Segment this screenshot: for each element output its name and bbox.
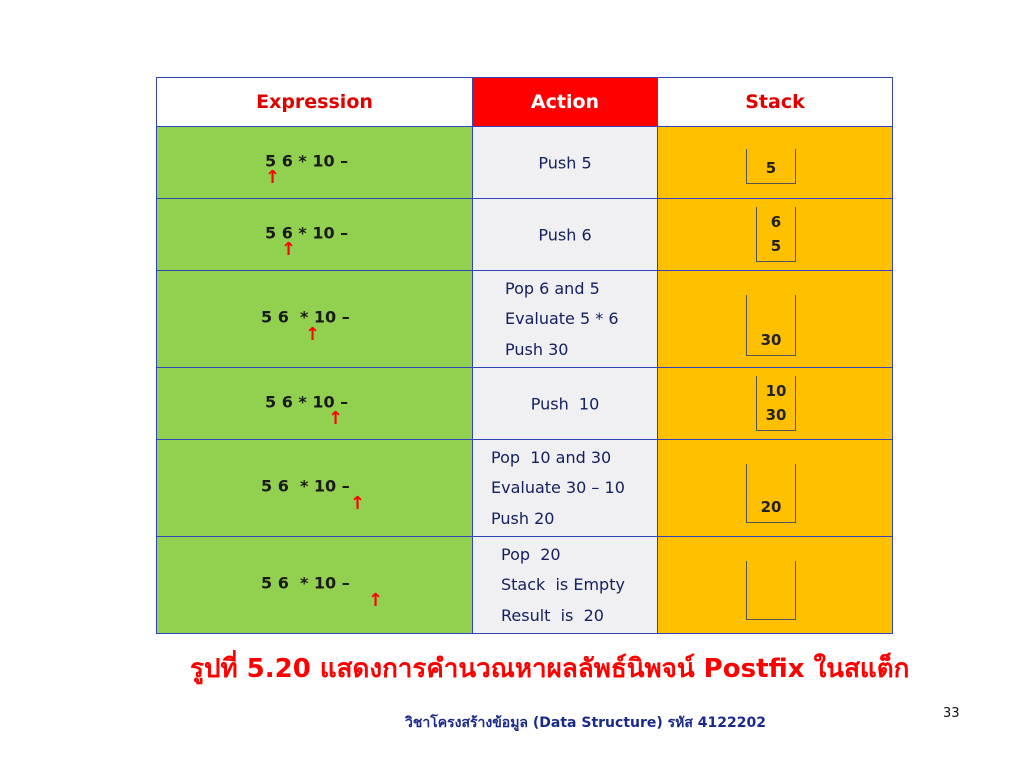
- pointer-arrow-icon: ↑: [281, 239, 297, 260]
- action-cell: [473, 440, 658, 537]
- action-line: Pop 10 and 30: [491, 447, 612, 467]
- stack-cell: [658, 440, 893, 537]
- stack-header: Stack: [658, 78, 893, 127]
- stack-container: [746, 295, 796, 356]
- table-row: [157, 127, 893, 199]
- page-number: 33: [943, 706, 960, 721]
- expression-text: 5 6 * 10 –: [261, 573, 350, 593]
- action-cell: [473, 537, 658, 634]
- action-lines: [491, 440, 625, 536]
- action-header: Action: [473, 78, 658, 127]
- action-line: Result is 20: [501, 606, 604, 626]
- action-line: Push 6: [538, 225, 592, 244]
- course-footer: วิชาโครงสร้างข้อมูล (Data Structure) รหัส 4122202: [405, 715, 766, 731]
- expression-cell: [157, 368, 473, 440]
- stack-item: 30: [760, 331, 782, 349]
- postfix-evaluation-table: [156, 77, 893, 634]
- stack-item: 5: [770, 237, 782, 255]
- pointer-arrow-icon: ↑: [305, 323, 321, 345]
- action-cell: [473, 368, 658, 440]
- action-line: Pop 20: [501, 544, 561, 564]
- action-cell: [473, 271, 658, 368]
- table-row: [157, 271, 893, 368]
- action-lines: [501, 537, 625, 633]
- action-line: Evaluate 30 – 10: [491, 478, 625, 498]
- action-cell: [473, 199, 658, 271]
- table-row: [157, 199, 893, 271]
- expression-cell: [157, 271, 473, 368]
- stack-item: 10: [765, 382, 787, 400]
- stack-container: [746, 464, 796, 523]
- stack-item: 6: [770, 213, 782, 231]
- action-cell: [473, 127, 658, 199]
- expression-text: 5 6 * 10 –: [265, 223, 349, 243]
- action-line: Push 30: [505, 340, 569, 360]
- table-row: [157, 537, 893, 634]
- expression-text: 5 6 * 10 –: [261, 307, 350, 327]
- stack-item: 30: [765, 406, 787, 424]
- expression-text: 5 6 * 10 –: [265, 151, 349, 171]
- expression-header: Expression: [157, 78, 473, 127]
- expression-cell: [157, 440, 473, 537]
- stack-cell: [658, 271, 893, 368]
- expression-cell: [157, 199, 473, 271]
- action-line: Push 10: [530, 394, 600, 413]
- stack-cell: [658, 199, 893, 271]
- action-line: Pop 6 and 5: [505, 278, 600, 298]
- stack-item: 20: [760, 498, 782, 516]
- stack-cell: [658, 537, 893, 634]
- expression-cell: [157, 537, 473, 634]
- expression-cell: [157, 127, 473, 199]
- pointer-arrow-icon: ↑: [368, 589, 384, 611]
- stack-cell: [658, 127, 893, 199]
- stack-item: 5: [765, 159, 777, 177]
- expression-text: 5 6 * 10 –: [265, 392, 349, 412]
- action-line: Stack is Empty: [501, 575, 625, 595]
- action-line: Push 5: [538, 153, 592, 172]
- action-line: Evaluate 5 * 6: [505, 309, 619, 329]
- expression-text: 5 6 * 10 –: [261, 476, 350, 496]
- stack-container: [746, 561, 796, 620]
- table-row: [157, 440, 893, 537]
- stack-container: [756, 207, 796, 262]
- action-lines: [505, 271, 619, 367]
- stack-container: [756, 376, 796, 431]
- stack-container: [746, 149, 796, 184]
- table-row: [157, 368, 893, 440]
- pointer-arrow-icon: ↑: [328, 408, 344, 429]
- figure-caption: รูปที่ 5.20 แสดงการคำนวณหาผลลัพธ์นิพจน์ Postfix ในสแต็ก: [190, 654, 910, 684]
- stack-cell: [658, 368, 893, 440]
- action-line: Push 20: [491, 509, 555, 529]
- header-row: [157, 78, 893, 127]
- pointer-arrow-icon: ↑: [265, 167, 281, 188]
- pointer-arrow-icon: ↑: [350, 492, 366, 514]
